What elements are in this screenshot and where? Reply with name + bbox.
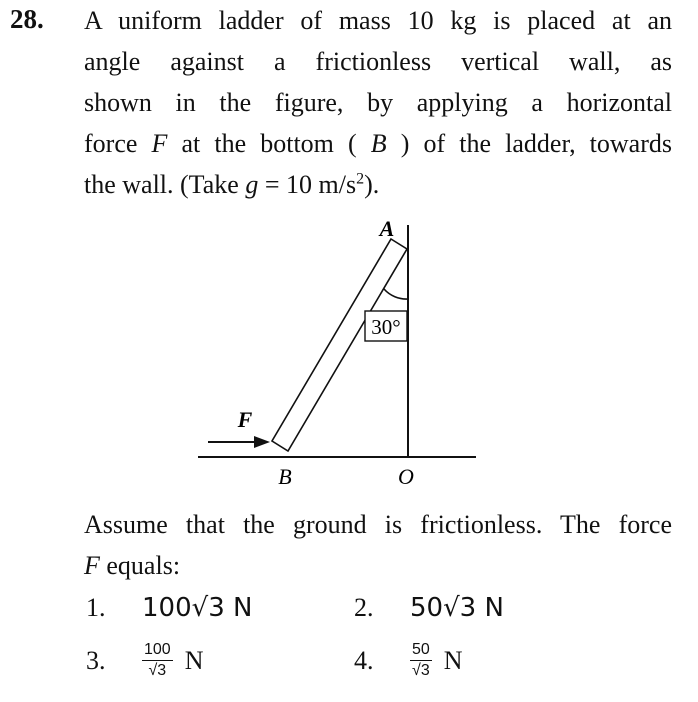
option-number: 1. <box>86 593 106 622</box>
label-b: B <box>278 464 292 489</box>
fraction-denominator: √3 <box>412 662 430 679</box>
option-number: 2. <box>354 593 374 622</box>
stem-line-5 <box>84 164 672 205</box>
option-text: 50√3 N <box>410 593 504 623</box>
exponent: 2 <box>356 170 365 188</box>
fraction-numerator: 50 <box>410 640 432 661</box>
stem-text: force <box>84 129 152 158</box>
gravity-variable: g <box>245 170 259 199</box>
question-tail <box>84 504 672 586</box>
stem-text: ) of the ladder, towards <box>386 129 672 158</box>
question-number: 28. <box>10 4 44 34</box>
tail-text: equals: <box>99 551 181 580</box>
tail-line-2 <box>84 545 672 586</box>
stem-line-2: angle against a frictionless vertical wall, as <box>84 47 672 76</box>
stem-text: the wall. (Take <box>84 170 246 199</box>
angle-arc <box>384 289 408 299</box>
ladder <box>272 239 407 451</box>
force-arrowhead <box>254 436 270 448</box>
stem-line-1: A uniform ladder of mass 10 kg is placed at an <box>84 6 672 35</box>
force-variable: F <box>151 129 168 158</box>
stem-text: at the bottom ( <box>167 129 371 158</box>
label-a: A <box>379 216 395 241</box>
angle-label: 30° <box>371 315 401 339</box>
tail-line-1: Assume that the ground is frictionless. The force <box>84 510 672 539</box>
option-3[interactable] <box>86 640 203 681</box>
stem-text: ). <box>364 170 380 199</box>
stem-line-3: shown in the figure, by applying a horizontal <box>84 88 672 117</box>
option-number: 4. <box>354 645 374 675</box>
label-f: F <box>237 407 253 432</box>
ladder-figure <box>190 208 490 498</box>
option-1[interactable] <box>86 593 252 623</box>
option-fraction <box>410 640 432 681</box>
stem-line-4 <box>84 123 672 164</box>
question-stem <box>84 0 672 205</box>
option-number: 3. <box>86 645 106 675</box>
fraction-numerator: 100 <box>142 640 173 661</box>
option-unit: N <box>443 645 463 675</box>
stem-text: = 10 m/s <box>258 170 357 199</box>
force-variable: F <box>84 551 100 580</box>
point-b-label: B <box>370 129 387 158</box>
option-fraction <box>142 640 173 681</box>
option-unit: N <box>184 645 204 675</box>
fraction-denominator: √3 <box>148 662 167 679</box>
option-text: 100√3 N <box>142 593 253 623</box>
label-o: O <box>398 464 414 489</box>
option-4[interactable] <box>354 640 463 681</box>
option-2[interactable] <box>354 593 504 623</box>
